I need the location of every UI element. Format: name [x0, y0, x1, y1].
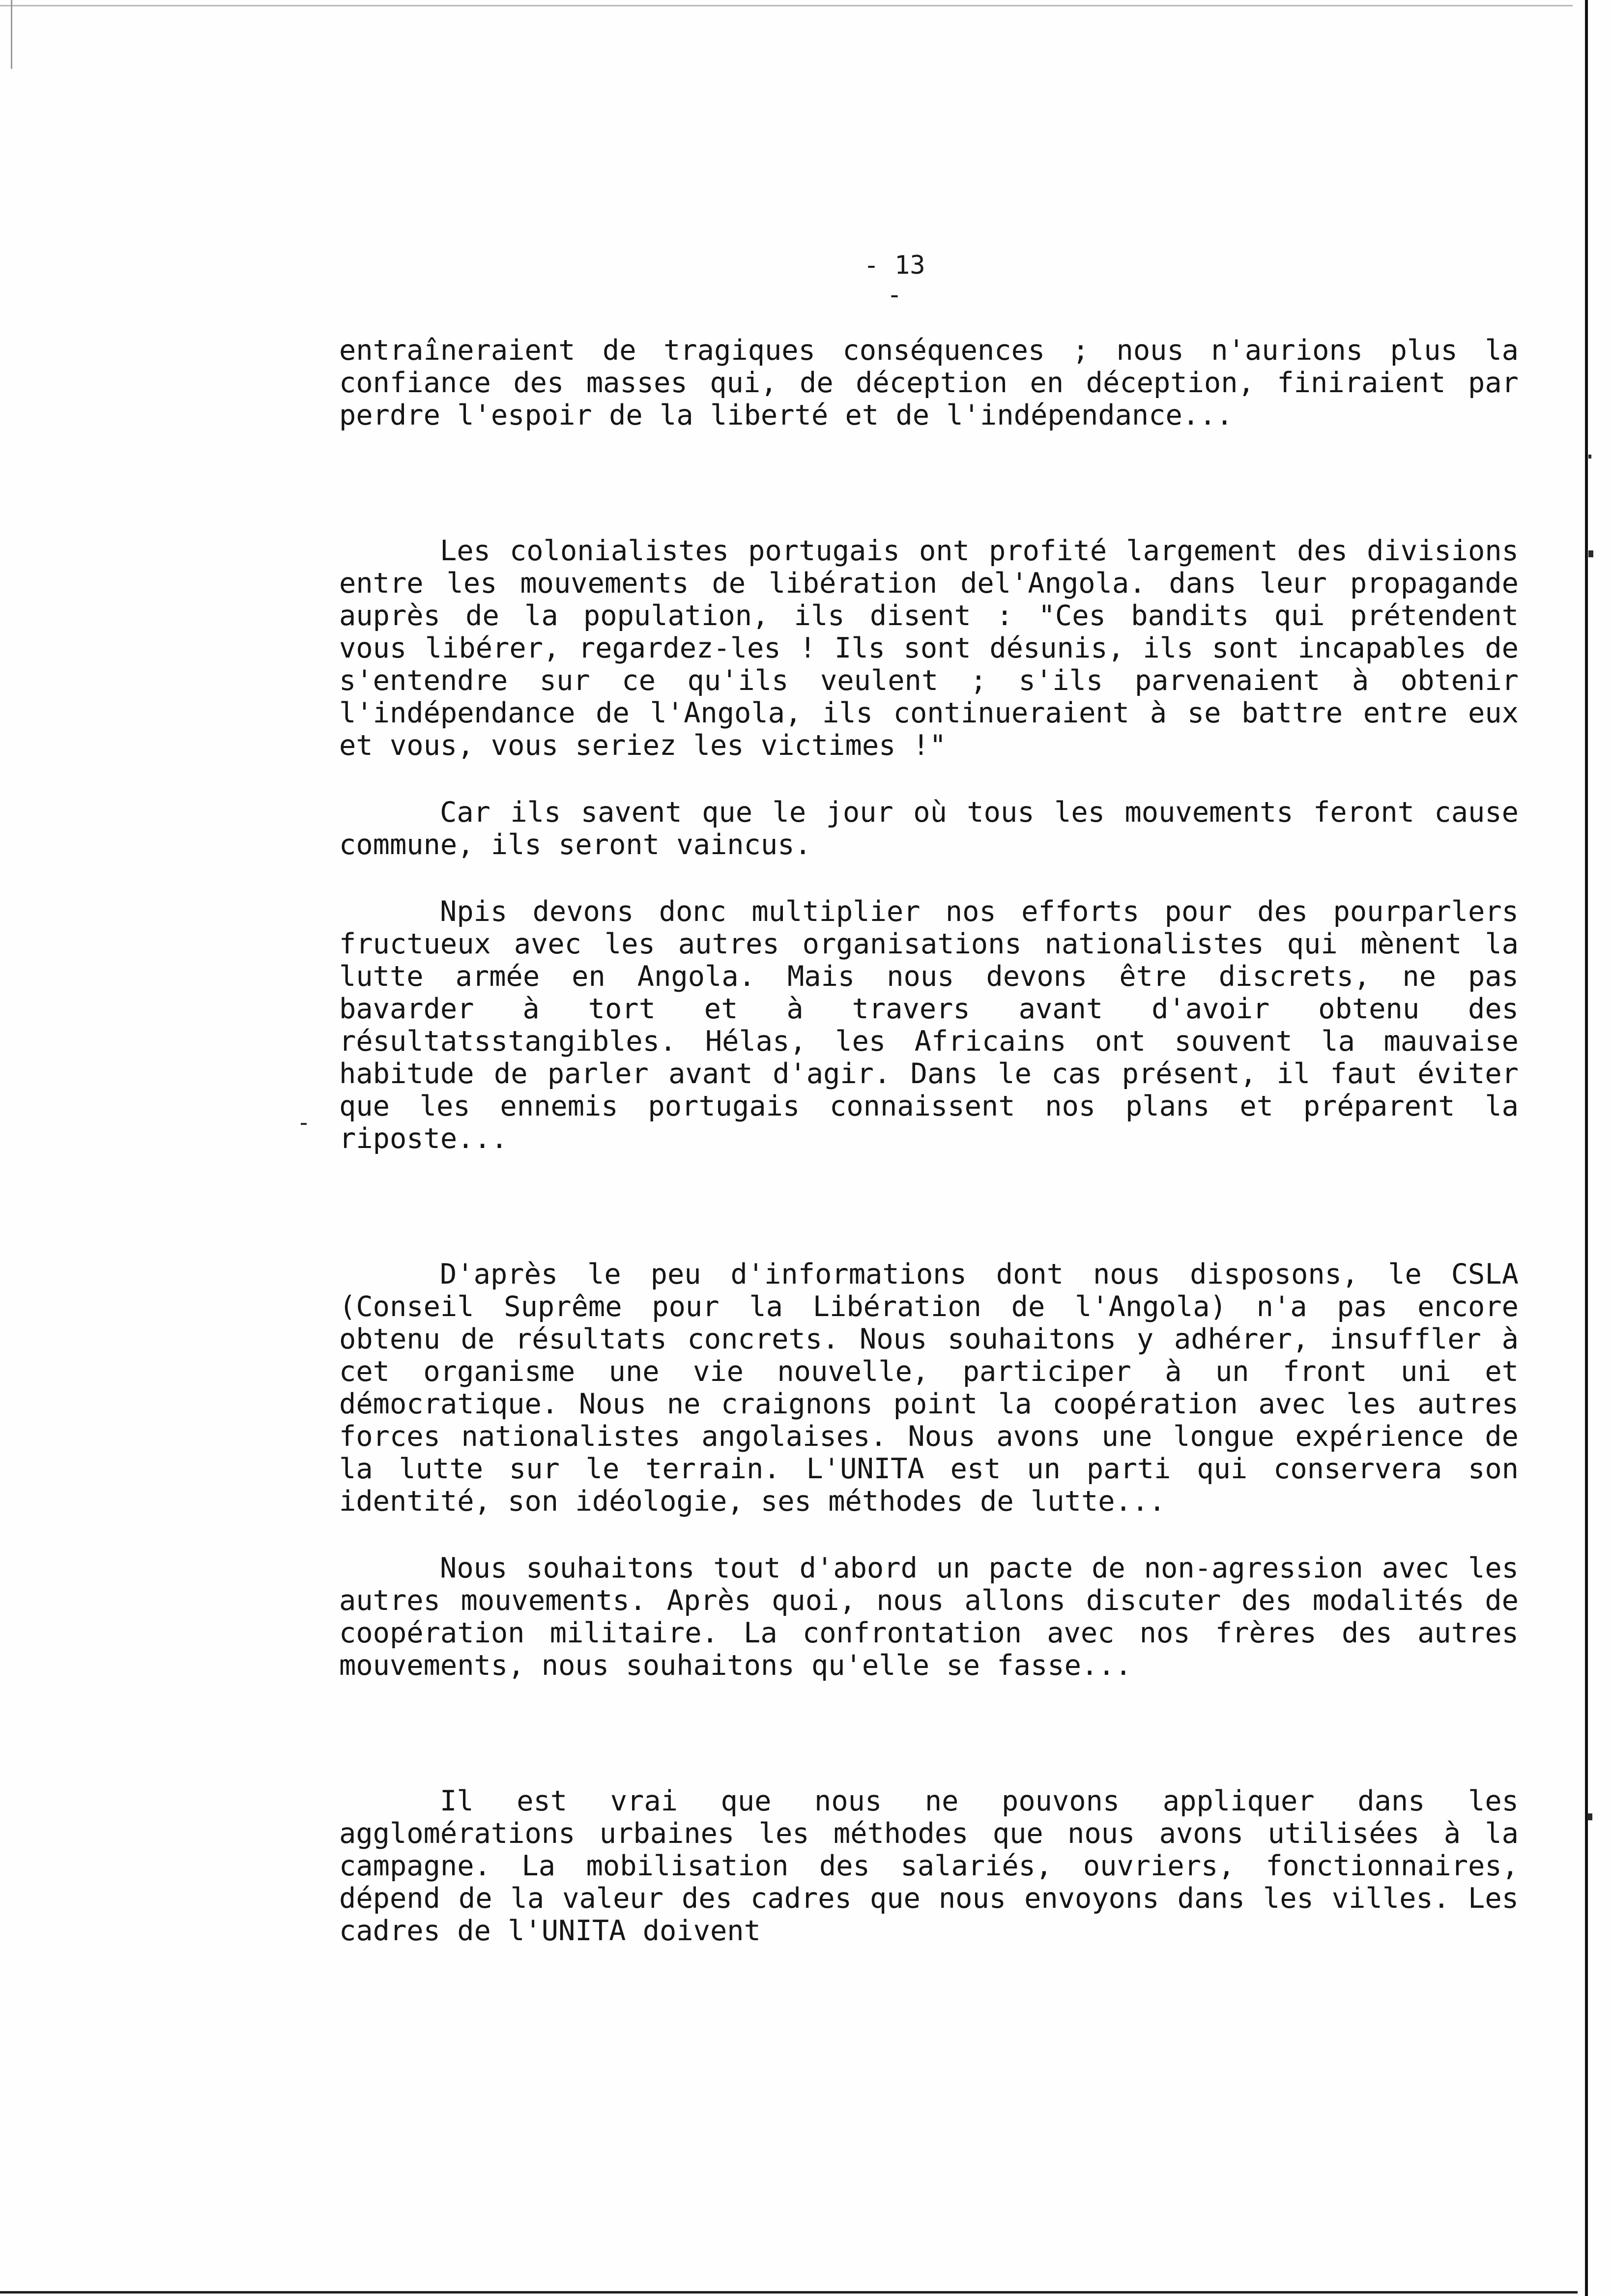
- paragraph: Il est vrai que nous ne pouvons appliquer dans les agglomérations urbaines les méthodes que nous avons utilisées à la campagne. La mobilisation des salariés, ouvriers, fonctionnaires, dépend de la valeur des cadres que nous envoyons dans les villes. Les cadres de l'UNITA doivent: [339, 1785, 1519, 1947]
- paragraph: Les colonialistes portugais ont profité largement des divisions entre les mouvements de libération del'Angola. dans leur propagande auprès de la population, ils disent : "Ces bandits qui prétendent vous libérer, regardez-les ! Ils sont désunis, ils sont incapables de s'entendre sur ce qu'ils veulent ; s'ils parvenaient à obtenir l'indépendance de l'Angola, ils continueraient à se battre entre eux et vous, vous seriez les victimes !": [339, 535, 1519, 762]
- left-edge-tick: [11, 0, 12, 69]
- paragraph: Car ils savent que le jour où tous les mouvements feront cause commune, ils seront vaincus.: [339, 796, 1519, 861]
- scan-speck: [301, 1123, 307, 1125]
- document-body: [339, 334, 1519, 1947]
- top-edge-line: [0, 5, 1573, 6]
- paragraph: entraîneraient de tragiques conséquences ; nous n'aurions plus la confiance des masses qui, de déception en déception, finiraient par perdre l'espoir de la liberté et de l'indépendance...: [339, 334, 1519, 431]
- scan-speck: [1588, 455, 1591, 459]
- scan-speck: [1587, 1813, 1592, 1820]
- paragraph: D'après le peu d'informations dont nous disposons, le CSLA (Conseil Suprême pour la Libération de l'Angola) n'a pas encore obtenu de résultats concrets. Nous souhaitons y adhérer, insuffler à cet organisme une vie nouvelle, participer à un front uni et démocratique. Nous ne craignons point la coopération avec les autres forces nationalistes angolaises. Nous avons une longue expérience de la lutte sur le terrain. L'UNITA est un parti qui conservera son identité, son idéologie, ses méthodes de lutte...: [339, 1258, 1519, 1518]
- scan-speck: [1588, 550, 1593, 557]
- paragraph: Nous souhaitons tout d'abord un pacte de non-agression avec les autres mouvements. Après quoi, nous allons discuter des modalités de coopération militaire. La confrontation avec nos frères des autres mouvements, nous souhaitons qu'elle se fasse...: [339, 1552, 1519, 1682]
- bottom-edge-line: [0, 2291, 1578, 2294]
- right-edge-line: [1585, 0, 1588, 2296]
- page-number: - 13 -: [864, 251, 925, 310]
- paragraph: Npis devons donc multiplier nos efforts pour des pourparlers fructueux avec les autres organisations nationalistes qui mènent la lutte armée en Angola. Mais nous devons être discrets, ne pas bavarder à tort et à travers avant d'avoir obtenu des résultatsstangibles. Hélas, les Africains ont souvent la mauvaise habitude de parler avant d'agir. Dans le cas présent, il faut éviter que les ennemis portugais connaissent nos plans et préparent la riposte...: [339, 895, 1519, 1155]
